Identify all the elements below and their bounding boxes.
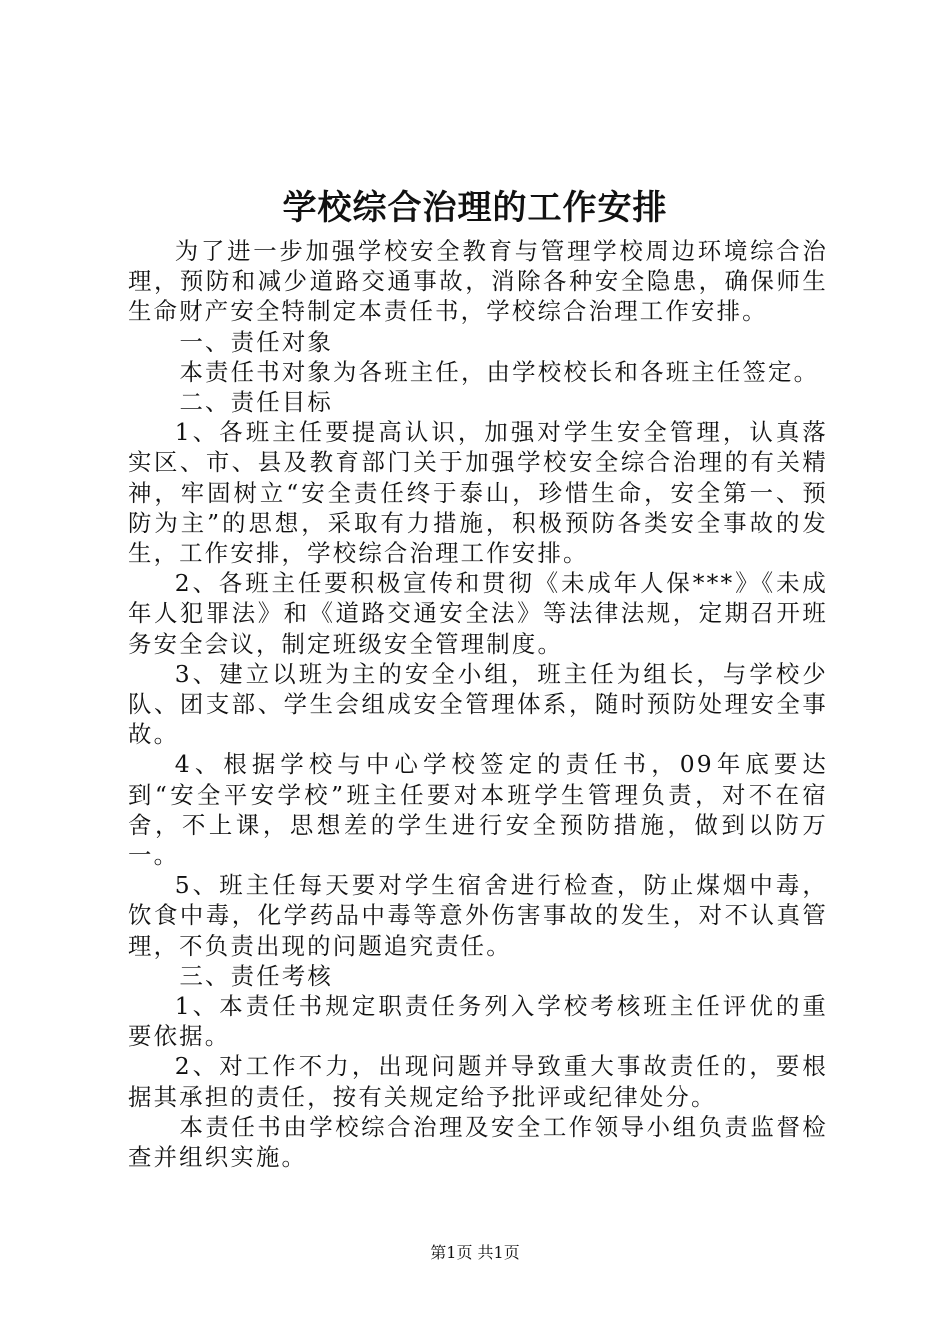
assessment-item-1: 1、本责任书规定职责任务列入学校考核班主任评优的重要依据。 [128,992,828,1051]
intro-paragraph: 为了进一步加强学校安全教育与管理学校周边环境综合治理，预防和减少道路交通事故，消除各种安全隐患，确保师生生命财产安全特制定本责任书，学校综合治理工作安排。 [128,237,828,326]
goal-item-1: 1、各班主任要提高认识，加强对学生安全管理，认真落实区、市、县及教育部门关于加强学校安全综合治理的有关精神，牢固树立“安全责任终于泰山，珍惜生命，安全第一、预防为主”的思想，采取有力措施，积极预防各类安全事故的发生，工作安排，学校综合治理工作安排。 [128,418,828,568]
section-heading-responsibility-goals: 二、责任目标 [179,388,334,417]
document-title: 学校综合治理的工作安排 [282,188,668,228]
section-heading-assessment: 三、责任考核 [179,961,334,990]
closing-paragraph: 本责任书由学校综合治理及安全工作领导小组负责监督检查并组织实施。 [128,1112,828,1172]
goal-item-5: 5、班主任每天要对学生宿舍进行检查，防止煤烟中毒，饮食中毒，化学药品中毒等意外伤害事故的发生，对不认真管理，不负责出现的问题追究责任。 [128,871,828,960]
paragraph-responsibility-object: 本责任书对象为各班主任，由学校校长和各班主任签定。 [179,357,820,386]
page-footer: 第1页 共1页 [430,1243,520,1262]
goal-item-3: 3、建立以班为主的安全小组，班主任为组长，与学校少队、团支部、学生会组成安全管理体系，随时预防处理安全事故。 [128,659,828,749]
document-body [128,236,828,1172]
assessment-item-2: 2、对工作不力，出现问题并导致重大事故责任的，要根据其承担的责任，按有关规定给予批评或纪律处分。 [128,1052,828,1111]
goal-item-4: 4、根据学校与中心学校签定的责任书，09年底要达到“安全平安学校”班主任要对本班学生管理负责，对不在宿舍，不上课，思想差的学生进行安全预防措施，做到以防万一。 [128,750,828,870]
goal-item-2: 2、各班主任要积极宣传和贯彻《未成年人保***》《未成年人犯罪法》和《道路交通安全法》等法律法规，定期召开班务安全会议，制定班级安全管理制度。 [128,569,828,658]
section-heading-responsibility-object: 一、责任对象 [179,327,334,356]
